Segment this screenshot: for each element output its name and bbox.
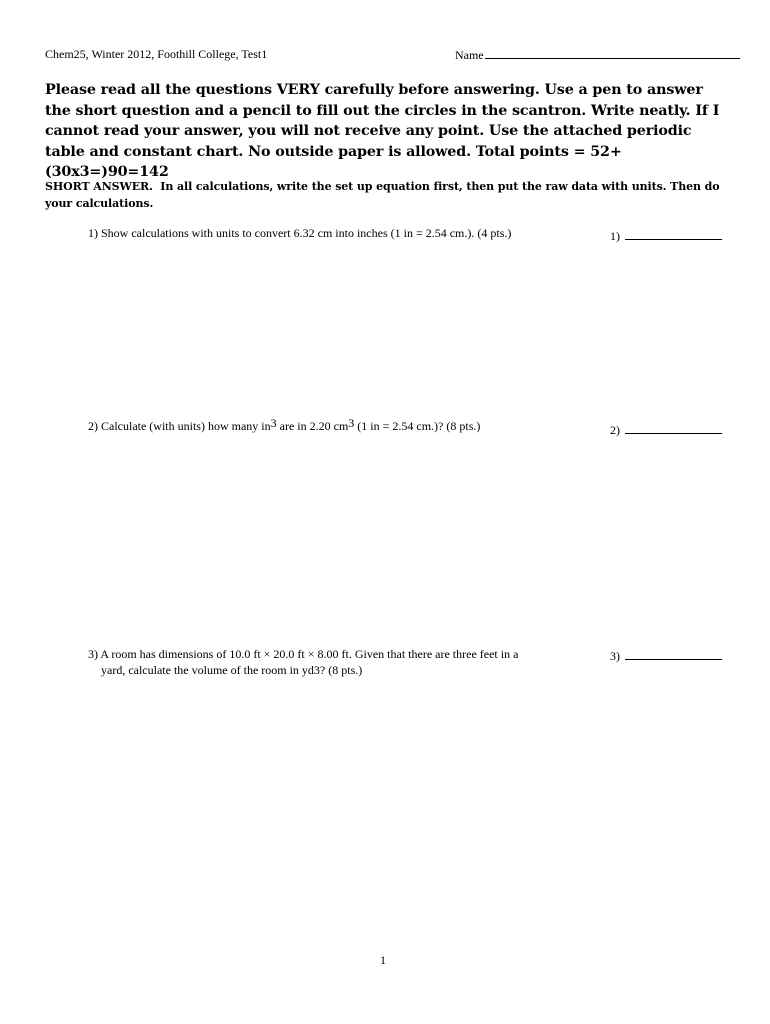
question-3-line-1: 3) A room has dimensions of 10.0 ft × 20.0 ft × 8.00 ft. Given that there are three feet in a xyxy=(88,647,519,661)
short-answer-directions: In all calculations, write the set up equation first, then put the raw data with units. Then do your calculations. xyxy=(45,180,720,210)
answer-1-blank-line[interactable] xyxy=(625,226,722,240)
short-answer-label: SHORT ANSWER. xyxy=(45,180,153,193)
question-1: 1) Show calculations with units to convert 6.32 cm into inches (1 in = 2.54 cm.). (4 pts.) xyxy=(88,226,512,240)
question-3 xyxy=(88,646,598,678)
answer-1-label: 1) xyxy=(610,229,620,243)
question-2-exponent-b: 3 xyxy=(348,416,355,430)
answer-2[interactable] xyxy=(610,420,722,438)
answer-2-label: 2) xyxy=(610,423,620,437)
answer-3[interactable] xyxy=(610,646,722,664)
name-field[interactable] xyxy=(455,47,740,63)
answer-1[interactable] xyxy=(610,226,722,244)
answer-3-label: 3) xyxy=(610,649,620,663)
name-label: Name xyxy=(455,48,484,62)
page-number: 1 xyxy=(380,953,386,967)
question-3-line-2: yard, calculate the volume of the room in yd3? (8 pts.) xyxy=(101,663,363,677)
question-2-text-b: are in 2.20 cm xyxy=(276,419,349,433)
question-2 xyxy=(88,418,598,434)
short-answer-section-heading xyxy=(45,178,725,212)
question-2-text-a: 2) Calculate (with units) how many in xyxy=(88,419,271,433)
question-2-exponent-a: 3 xyxy=(270,416,277,430)
exam-instructions: Please read all the questions VERY carefully before answering. Use a pen to answer the short question and a pencil to fill out the circles in the scantron. Write neatly. If I cannot read your answer, you will not receive any point. Use the attached periodic table and constant chart. No outside paper is allowed. Total points = 52+ (30x3=)90=142 xyxy=(45,82,720,180)
course-header: Chem25, Winter 2012, Foothill College, Test1 xyxy=(45,47,268,61)
question-2-text-c: (1 in = 2.54 cm.)? (8 pts.) xyxy=(354,419,481,433)
answer-3-blank-line[interactable] xyxy=(625,646,722,660)
answer-2-blank-line[interactable] xyxy=(625,420,722,434)
name-blank-line[interactable] xyxy=(485,47,740,59)
